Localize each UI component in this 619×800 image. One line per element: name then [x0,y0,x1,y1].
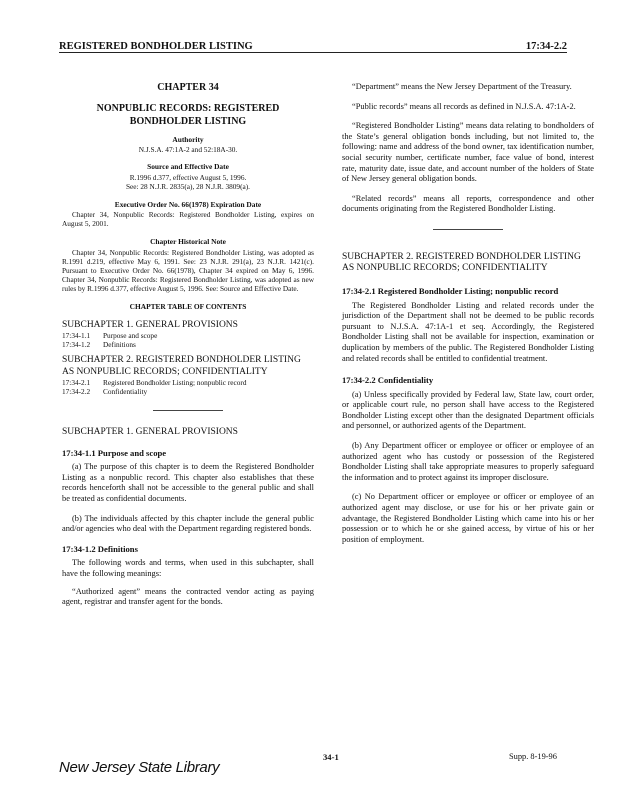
toc-item: 17:34-2.2 Confidentiality [62,387,148,397]
exec-order-text: Chapter 34, Nonpublic Records: Registered Bondholder Listing, expires on August 5, 2001. [62,210,314,229]
library-stamp: New Jersey State Library [59,759,220,776]
subchapter-2-heading: SUBCHAPTER 2. REGISTERED BONDHOLDER LISTING AS NONPUBLIC RECORDS; CONFIDENTIALITY [342,251,581,274]
toc-subchapter-2: SUBCHAPTER 2. REGISTERED BONDHOLDER LISTING AS NONPUBLIC RECORDS; CONFIDENTIALITY [62,355,301,377]
section-2-2-c: (c) No Department officer or employee or officer or employee of an authorized agent may disclose, or use for his or her private gain or advantage, the Registered Bondholder Listing which came into his or her possession or to which he or she gained access, by virtue of his or her position of employment. [342,492,594,544]
historical-note-heading: Chapter Historical Note [150,237,226,247]
definition-public-records: “Public records” means all records as defined in N.J.S.A. 47:1A-2. [352,101,576,111]
section-1-1-heading: 17:34-1.1 Purpose and scope [62,447,167,458]
left-column [62,66,314,608]
definition-department: “Department” means the New Jersey Department of the Treasury. [352,82,572,91]
section-1-2-heading: 17:34-1.2 Definitions [62,543,138,554]
toc-heading: CHAPTER TABLE OF CONTENTS [129,301,247,311]
running-header [59,36,567,53]
exec-order-heading: Executive Order No. 66(1978) Expiration Date [114,199,262,209]
header-title: REGISTERED BONDHOLDER LISTING [59,41,253,52]
definitions-intro: The following words and terms, when used in this subchapter, shall have the following meanings: [62,558,314,578]
source-text: R.1996 d.377, effective August 5, 1996. See: 28 N.J.R. 2835(a), 28 N.J.R. 3809(a). [125,172,251,191]
toc-subchapter-1: SUBCHAPTER 1. GENERAL PROVISIONS [62,319,238,330]
right-column [342,66,594,545]
page-number: 34-1 [323,752,339,762]
toc-item: 17:34-1.2 Definitions [62,340,136,350]
toc-list-2 [62,378,314,396]
section-2-2-b: (b) Any Department officer or employee or officer or employee of an authorized agent who has custody or possession of the Registered Bondholder Listing shall take appropriate measures to properly safeguard the information and to protect against its improper disclosure. [342,441,594,482]
toc-item: 17:34-1.1 Purpose and scope [62,331,158,341]
toc-item: 17:34-2.1 Registered Bondholder Listing; nonpublic record [62,378,247,388]
section-2-1-heading: 17:34-2.1 Registered Bondholder Listing; nonpublic record [342,285,559,296]
definition-registered-bondholder-listing: “Registered Bondholder Listing” means data relating to bondholders of the State’s general obligation bonds including, but not limited to, the following: name and address of the bond owner, tax identification number, social security number, certificate number, face value of bond, interest rate, maturity date, issue date, and account number of the holders of State of New Jersey general obligation bonds. [342,121,594,184]
chapter-title: NONPUBLIC RECORDS: REGISTERED BONDHOLDER LISTING [96,102,280,127]
definition-related-records: “Related records” means all reports, correspondence and other documents originating from the Registered Bondholder Listing. [342,193,594,214]
section-divider [153,410,223,411]
header-section-number: 17:34-2.2 [525,41,567,52]
chapter-number: CHAPTER 34 [157,82,219,93]
subchapter-1-heading: SUBCHAPTER 1. GENERAL PROVISIONS [62,427,238,438]
toc-list-1 [62,331,314,349]
authority-text: N.J.S.A. 47:1A-2 and 52:18A-30. [138,145,238,155]
definition-authorized-agent: “Authorized agent” means the contracted vendor acting as paying agent, registrar and transfer agent for the bonds. [62,586,314,607]
supplement-date: Supp. 8-19-96 [509,752,557,761]
section-1-1-a: (a) The purpose of this chapter is to deem the Registered Bondholder Listing as a nonpublic record. This chapter also establishes that these records henceforth shall not be accessible to the general public and shall be treated as confidential documents. [62,462,314,503]
section-2-2-heading: 17:34-2.2 Confidentiality [342,375,434,386]
section-1-1-b: (b) The individuals affected by this chapter include the general public and/or agencies who deal with the Department regarding registered bonds. [62,513,314,534]
section-2-2-a: (a) Unless specifically provided by Federal law, State law, court order, or applicable court rule, no person shall have access to the Registered Bondholder Listing except other than the designated Department officials and personnel, or authorized agents of the Department. [342,389,594,431]
source-heading: Source and Effective Date [147,162,229,172]
historical-note-text: Chapter 34, Nonpublic Records: Registered Bondholder Listing, was adopted as R.1991 d.219, effective May 6, 1991. See: 23 N.J.R. 291(a), 23 N.J.R. 1421(c). Pursuant to Executive Order No. 66(1978), Chapter 34 expired on May 6, 1996. Chapter 34, Nonpublic Records: Registered Bondholder Listing, was adopted as new rules by R.1996 d.377, effective August 5, 1996. See: Source and Effective Date. [62,247,314,293]
authority-heading: Authority [172,134,204,144]
section-divider [433,229,503,230]
section-2-1-text: The Registered Bondholder Listing and related records under the jurisdiction of the Department shall not be deemed to be public records pursuant to N.J.S.A. 47:1A-1 et seq. Accordingly, the Registered Bondholder Listing shall not be available for inspection, examination or duplication by members of the public. The Registered Bondholder Listing and related records shall be entitled to confidential treatment. [342,300,594,363]
